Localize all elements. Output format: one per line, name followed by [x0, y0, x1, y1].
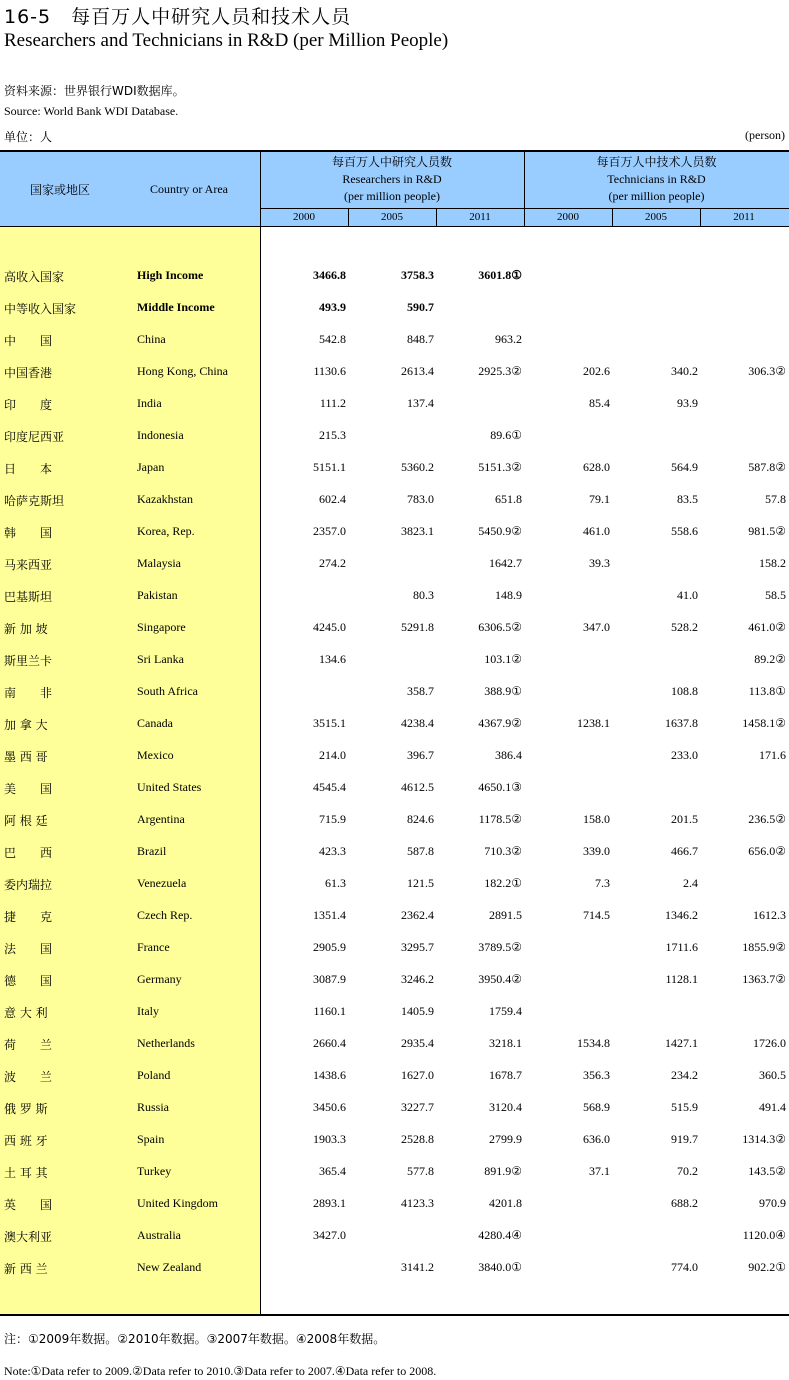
value-cell: 1612.3 [753, 908, 786, 922]
table-row [0, 1228, 789, 1260]
value-cell: 1346.2 [665, 908, 698, 922]
country-name-en: Malaysia [137, 556, 181, 570]
value-cell: 158.0 [583, 812, 610, 826]
value-cell: 824.6 [407, 812, 434, 826]
value-cell: 590.7 [407, 300, 434, 314]
value-cell: 306.3② [748, 364, 786, 378]
country-name-en: Germany [137, 972, 182, 986]
value-cell: 108.8 [671, 684, 698, 698]
data-table [0, 150, 789, 1315]
table-row [0, 940, 789, 972]
table-row [0, 1036, 789, 1068]
value-cell: 148.9 [495, 588, 522, 602]
country-name-cn: 意 大 利 [4, 1006, 48, 1020]
value-cell: 233.0 [671, 748, 698, 762]
value-cell: 4245.0 [313, 620, 346, 634]
country-name-cn: 南 非 [4, 686, 53, 700]
value-cell: 356.3 [583, 1068, 610, 1082]
table-row [0, 1004, 789, 1036]
country-name-en: Netherlands [137, 1036, 195, 1050]
value-cell: 70.2 [677, 1164, 698, 1178]
value-cell: 388.9① [484, 684, 522, 698]
technicians-header-en: Technicians in R&D [607, 172, 706, 186]
value-cell: 103.1② [484, 652, 522, 666]
country-name-cn: 澳大利亚 [4, 1230, 53, 1244]
value-cell: 3427.0 [313, 1228, 346, 1242]
country-name-cn: 日 本 [4, 462, 53, 476]
country-name-cn: 高收入国家 [4, 270, 65, 284]
country-name-en: Turkey [137, 1164, 172, 1178]
value-cell: 3141.2 [401, 1260, 434, 1274]
country-name-en: Pakistan [137, 588, 178, 602]
country-name-en: Indonesia [137, 428, 184, 442]
value-cell: 1130.6 [313, 364, 346, 378]
table-row [0, 460, 789, 492]
header-bottom-rule [0, 226, 789, 227]
value-cell: 1637.8 [665, 716, 698, 730]
table-row [0, 652, 789, 684]
country-name-cn: 韩 国 [4, 526, 53, 540]
table-title-en: Researchers and Technicians in R&D (per Million People) [4, 30, 449, 51]
country-name-en: United Kingdom [137, 1196, 218, 1210]
value-cell: 1903.3 [313, 1132, 346, 1146]
value-cell: 656.0② [748, 844, 786, 858]
value-cell: 466.7 [671, 844, 698, 858]
value-cell: 3466.8 [313, 268, 346, 282]
value-cell: 568.9 [583, 1100, 610, 1114]
table-row [0, 396, 789, 428]
value-cell: 4650.1③ [478, 780, 522, 794]
value-cell: 3789.5② [478, 940, 522, 954]
country-name-cn: 中等收入国家 [4, 302, 77, 316]
value-cell: 121.5 [407, 876, 434, 890]
country-name-cn: 印度尼西亚 [4, 430, 65, 444]
value-cell: 710.3② [484, 844, 522, 858]
value-cell: 214.0 [319, 748, 346, 762]
country-name-cn: 俄 罗 斯 [4, 1102, 48, 1116]
value-cell: 58.5 [765, 588, 786, 602]
value-cell: 134.6 [319, 652, 346, 666]
value-cell: 234.2 [671, 1068, 698, 1082]
value-cell: 714.5 [583, 908, 610, 922]
value-cell: 80.3 [413, 588, 434, 602]
country-name-cn: 法 国 [4, 942, 53, 956]
technicians-header-cn: 每百万人中技术人员数 [596, 155, 717, 169]
value-cell: 3450.6 [313, 1100, 346, 1114]
table-row [0, 300, 789, 332]
year-header: 2011 [469, 211, 491, 223]
value-cell: 7.3 [595, 876, 610, 890]
value-cell: 848.7 [407, 332, 434, 346]
country-name-en: New Zealand [137, 1260, 202, 1274]
value-cell: 3087.9 [313, 972, 346, 986]
researchers-header-unit: (per million people) [344, 189, 440, 203]
value-cell: 651.8 [495, 492, 522, 506]
value-cell: 558.6 [671, 524, 698, 538]
value-cell: 4545.4 [313, 780, 346, 794]
value-cell: 1726.0 [753, 1036, 786, 1050]
value-cell: 2528.8 [401, 1132, 434, 1146]
value-cell: 111.2 [319, 396, 346, 410]
country-name-cn: 印 度 [4, 398, 53, 412]
value-cell: 2893.1 [313, 1196, 346, 1210]
value-cell: 358.7 [407, 684, 434, 698]
value-cell: 587.8② [748, 460, 786, 474]
value-cell: 5360.2 [401, 460, 434, 474]
table-row [0, 1132, 789, 1164]
country-name-cn: 捷 克 [4, 910, 53, 924]
value-cell: 5450.9② [478, 524, 522, 538]
value-cell: 1238.1 [577, 716, 610, 730]
value-cell: 182.2① [484, 876, 522, 890]
value-cell: 113.8① [748, 684, 786, 698]
value-cell: 3823.1 [401, 524, 434, 538]
unit-en: (person) [745, 128, 785, 142]
value-cell: 1120.0④ [742, 1228, 786, 1242]
country-name-en: Russia [137, 1100, 170, 1114]
value-cell: 89.6① [490, 428, 522, 442]
country-name-cn: 墨 西 哥 [4, 750, 48, 764]
value-cell: 602.4 [319, 492, 346, 506]
country-name-en: South Africa [137, 684, 198, 698]
value-cell: 1627.0 [401, 1068, 434, 1082]
country-name-cn: 加 拿 大 [4, 718, 48, 732]
country-name-en: Czech Rep. [137, 908, 193, 922]
value-cell: 628.0 [583, 460, 610, 474]
footnote-en: Note:①Data refer to 2009.②Data refer to 2010.③Data refer to 2007.④Data refer to 2008. [4, 1364, 437, 1378]
header-area-en: Country or Area [150, 182, 228, 196]
value-cell: 386.4 [495, 748, 522, 762]
country-name-en: Korea, Rep. [137, 524, 195, 538]
value-cell: 493.9 [319, 300, 346, 314]
country-name-cn: 美 国 [4, 782, 53, 796]
value-cell: 274.2 [319, 556, 346, 570]
technicians-header-unit: (per million people) [608, 189, 705, 203]
value-cell: 4367.9② [478, 716, 522, 730]
table-row [0, 1068, 789, 1100]
value-cell: 3120.4 [489, 1100, 522, 1114]
value-cell: 461.0② [748, 620, 786, 634]
table-row [0, 1260, 789, 1292]
country-name-en: Japan [137, 460, 165, 474]
value-cell: 515.9 [671, 1100, 698, 1114]
value-cell: 4123.3 [401, 1196, 434, 1210]
table-row [0, 556, 789, 588]
value-cell: 3950.4② [478, 972, 522, 986]
researchers-header-cn: 每百万人中研究人员数 [331, 155, 452, 169]
value-cell: 1351.4 [313, 908, 346, 922]
value-cell: 2660.4 [313, 1036, 346, 1050]
value-cell: 2925.3② [478, 364, 522, 378]
country-name-cn: 阿 根 廷 [4, 814, 48, 828]
value-cell: 93.9 [677, 396, 698, 410]
value-cell: 4280.4④ [478, 1228, 522, 1242]
value-cell: 3246.2 [401, 972, 434, 986]
value-cell: 1178.5② [478, 812, 522, 826]
value-cell: 542.8 [319, 332, 346, 346]
country-name-cn: 德 国 [4, 974, 53, 988]
country-name-en: Singapore [137, 620, 186, 634]
country-name-en: Kazakhstan [137, 492, 193, 506]
country-name-cn: 西 班 牙 [4, 1134, 48, 1148]
value-cell: 577.8 [407, 1164, 434, 1178]
value-cell: 2905.9 [313, 940, 346, 954]
country-name-en: Australia [137, 1228, 181, 1242]
value-cell: 37.1 [589, 1164, 610, 1178]
value-cell: 85.4 [589, 396, 610, 410]
value-cell: 83.5 [677, 492, 698, 506]
value-cell: 3840.0① [478, 1260, 522, 1274]
researchers-header [260, 154, 524, 205]
value-cell: 143.5② [748, 1164, 786, 1178]
table-title-cn: 16-5 每百万人中研究人员和技术人员 [4, 6, 352, 28]
value-cell: 981.5② [748, 524, 786, 538]
value-cell: 963.2 [495, 332, 522, 346]
country-name-cn: 新 西 兰 [4, 1262, 48, 1276]
country-name-en: Argentina [137, 812, 185, 826]
value-cell: 1711.6 [665, 940, 698, 954]
table-row [0, 620, 789, 652]
value-cell: 919.7 [671, 1132, 698, 1146]
technicians-header [524, 154, 789, 205]
value-cell: 1160.1 [313, 1004, 346, 1018]
table-row [0, 364, 789, 396]
value-cell: 61.3 [325, 876, 346, 890]
year-header: 2000 [557, 211, 579, 223]
country-name-en: India [137, 396, 162, 410]
country-name-en: Italy [137, 1004, 159, 1018]
table-row [0, 780, 789, 812]
value-cell: 715.9 [319, 812, 346, 826]
country-name-en: France [137, 940, 170, 954]
value-cell: 347.0 [583, 620, 610, 634]
value-cell: 41.0 [677, 588, 698, 602]
table-row [0, 492, 789, 524]
value-cell: 3515.1 [313, 716, 346, 730]
value-cell: 2935.4 [401, 1036, 434, 1050]
value-cell: 783.0 [407, 492, 434, 506]
country-name-en: Venezuela [137, 876, 187, 890]
value-cell: 5291.8 [401, 620, 434, 634]
value-cell: 3295.7 [401, 940, 434, 954]
value-cell: 340.2 [671, 364, 698, 378]
value-cell: 491.4 [759, 1100, 786, 1114]
value-cell: 1438.6 [313, 1068, 346, 1082]
value-cell: 1534.8 [577, 1036, 610, 1050]
value-cell: 4612.5 [401, 780, 434, 794]
value-cell: 365.4 [319, 1164, 346, 1178]
value-cell: 2.4 [683, 876, 698, 890]
value-cell: 2362.4 [401, 908, 434, 922]
value-cell: 1855.9② [742, 940, 786, 954]
country-name-en: Middle Income [137, 300, 215, 314]
value-cell: 1427.1 [665, 1036, 698, 1050]
value-cell: 201.5 [671, 812, 698, 826]
country-name-en: Poland [137, 1068, 171, 1082]
value-cell: 171.6 [759, 748, 786, 762]
value-cell: 339.0 [583, 844, 610, 858]
country-name-en: Mexico [137, 748, 174, 762]
table-top-rule [0, 150, 789, 152]
country-name-cn: 英 国 [4, 1198, 53, 1212]
country-name-cn: 波 兰 [4, 1070, 53, 1084]
value-cell: 902.2① [748, 1260, 786, 1274]
year-header: 2005 [645, 211, 667, 223]
header-area-cn: 国家或地区 [30, 183, 91, 197]
country-name-cn: 马来西亚 [4, 558, 53, 572]
table-row [0, 524, 789, 556]
value-cell: 57.8 [765, 492, 786, 506]
value-cell: 1405.9 [401, 1004, 434, 1018]
value-cell: 39.3 [589, 556, 610, 570]
value-cell: 3227.7 [401, 1100, 434, 1114]
value-cell: 202.6 [583, 364, 610, 378]
value-cell: 3218.1 [489, 1036, 522, 1050]
country-name-cn: 巴基斯坦 [4, 590, 53, 604]
value-cell: 4238.4 [401, 716, 434, 730]
table-row [0, 268, 789, 300]
table-row [0, 588, 789, 620]
unit-cn: 单位：人 [4, 130, 53, 144]
value-cell: 236.5② [748, 812, 786, 826]
year-header: 2000 [293, 211, 315, 223]
country-name-cn: 巴 西 [4, 846, 53, 860]
table-row [0, 972, 789, 1004]
table-row [0, 332, 789, 364]
country-name-cn: 新 加 坡 [4, 622, 48, 636]
researchers-header-en: Researchers in R&D [342, 172, 442, 186]
table-row [0, 428, 789, 460]
country-name-en: Brazil [137, 844, 167, 858]
table-row [0, 748, 789, 780]
value-cell: 587.8 [407, 844, 434, 858]
table-row [0, 908, 789, 940]
country-name-en: Canada [137, 716, 173, 730]
country-name-cn: 中 国 [4, 334, 53, 348]
country-name-cn: 中国香港 [4, 366, 53, 380]
value-cell: 2613.4 [401, 364, 434, 378]
country-name-cn: 土 耳 其 [4, 1166, 48, 1180]
value-cell: 137.4 [407, 396, 434, 410]
table-row [0, 1196, 789, 1228]
country-name-en: China [137, 332, 166, 346]
value-cell: 215.3 [319, 428, 346, 442]
country-name-cn: 荷 兰 [4, 1038, 53, 1052]
value-cell: 360.5 [759, 1068, 786, 1082]
value-cell: 5151.1 [313, 460, 346, 474]
value-cell: 636.0 [583, 1132, 610, 1146]
value-cell: 2357.0 [313, 524, 346, 538]
value-cell: 3758.3 [401, 268, 434, 282]
table-row [0, 1164, 789, 1196]
country-name-cn: 斯里兰卡 [4, 654, 53, 668]
value-cell: 2799.9 [489, 1132, 522, 1146]
value-cell: 6306.5② [478, 620, 522, 634]
footnote-cn: 注：①2009年数据。②2010年数据。③2007年数据。④2008年数据。 [4, 1332, 386, 1346]
value-cell: 423.3 [319, 844, 346, 858]
value-cell: 4201.8 [489, 1196, 522, 1210]
value-cell: 1314.3② [742, 1132, 786, 1146]
table-row [0, 1100, 789, 1132]
value-cell: 158.2 [759, 556, 786, 570]
country-name-en: Spain [137, 1132, 165, 1146]
table-bottom-rule [0, 1314, 789, 1316]
table-row [0, 716, 789, 748]
value-cell: 688.2 [671, 1196, 698, 1210]
year-header: 2011 [733, 211, 755, 223]
value-cell: 774.0 [671, 1260, 698, 1274]
value-cell: 891.9② [484, 1164, 522, 1178]
value-cell: 970.9 [759, 1196, 786, 1210]
source-en: Source: World Bank WDI Database. [4, 104, 179, 118]
value-cell: 1642.7 [489, 556, 522, 570]
country-name-en: High Income [137, 268, 204, 282]
value-cell: 528.2 [671, 620, 698, 634]
value-cell: 3601.8① [478, 268, 522, 282]
table-row [0, 684, 789, 716]
table-row [0, 844, 789, 876]
value-cell: 2891.5 [489, 908, 522, 922]
country-name-en: Hong Kong, China [137, 364, 228, 378]
value-cell: 396.7 [407, 748, 434, 762]
value-cell: 5151.3② [478, 460, 522, 474]
value-cell: 461.0 [583, 524, 610, 538]
value-cell: 89.2② [754, 652, 786, 666]
value-cell: 1128.1 [665, 972, 698, 986]
value-cell: 1363.7② [742, 972, 786, 986]
year-header: 2005 [381, 211, 403, 223]
table-row [0, 876, 789, 908]
value-cell: 564.9 [671, 460, 698, 474]
value-cell: 1678.7 [489, 1068, 522, 1082]
source-cn: 资料来源：世界银行WDI数据库。 [4, 84, 185, 98]
country-name-cn: 委内瑞拉 [4, 878, 53, 892]
country-name-en: Sri Lanka [137, 652, 184, 666]
country-name-cn: 哈萨克斯坦 [4, 494, 65, 508]
value-cell: 1458.1② [742, 716, 786, 730]
value-cell: 79.1 [589, 492, 610, 506]
country-name-en: United States [137, 780, 202, 794]
table-row [0, 812, 789, 844]
value-cell: 1759.4 [489, 1004, 522, 1018]
